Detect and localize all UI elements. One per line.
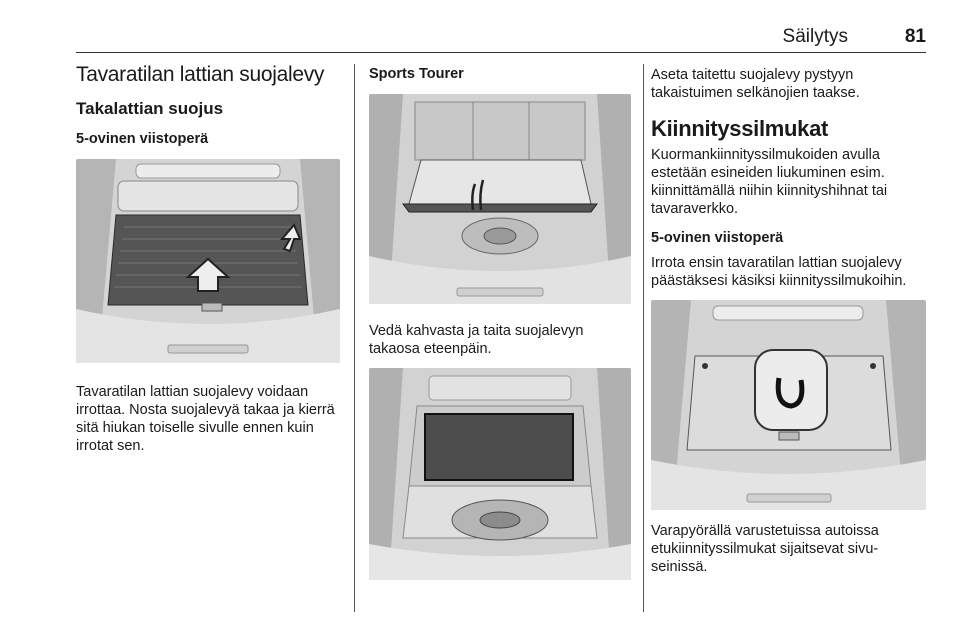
page-title: Tavaratilan lattian suojalevy: [76, 63, 325, 86]
page-header: [76, 26, 926, 50]
trunk-mat-illustration-sports-tourer: [369, 94, 631, 304]
column-2: [369, 60, 633, 580]
section-heading: Sports Tourer: [369, 66, 464, 82]
tie-down-eye-illustration: [651, 300, 926, 510]
page-number: 81: [904, 26, 926, 47]
section-heading: 5-ovinen viistoperä: [76, 131, 209, 147]
paragraph: Tavaratilan lattian suojalevy voidaan irrottaa. Nosta suojalevyä takaa ja kierrä sitä hiukan toiselle sivulle ennen kuin irrotat sen.: [76, 384, 335, 454]
column-divider-2: [643, 64, 644, 612]
column-1: [76, 60, 340, 455]
section-title: Kiinnityssilmukat: [651, 116, 829, 141]
subtitle: Takalattian suojus: [76, 99, 224, 118]
paragraph: Kuormankiinnityssilmukoiden avulla estetään esineiden liukuminen esim. kiinnittämällä niihin kiinnityshihnat tai tavaraverkko.: [651, 147, 888, 217]
section-title: Säilytys: [782, 26, 848, 47]
section-heading: 5-ovinen viistoperä: [651, 230, 784, 246]
folded-mat-illustration: [369, 368, 631, 580]
column-divider-1: [354, 64, 355, 612]
column-3: [651, 60, 926, 576]
paragraph: Irrota ensin tavaratilan lattian suojalevy päästäksesi käsiksi kiinnityssilmukoihin.: [651, 255, 907, 289]
paragraph: Aseta taitettu suojalevy pystyyn takaistuimen selkänojien taakse.: [651, 67, 860, 101]
header-rule: [76, 52, 926, 53]
paragraph: Varapyörällä varustetuissa autoissa etukiinnityssilmukat sijaitsevat sivuseinissä.: [651, 523, 879, 575]
trunk-mat-illustration-hatchback: [76, 159, 340, 363]
paragraph: Vedä kahvasta ja taita suojalevyn takaosa eteenpäin.: [369, 323, 584, 357]
